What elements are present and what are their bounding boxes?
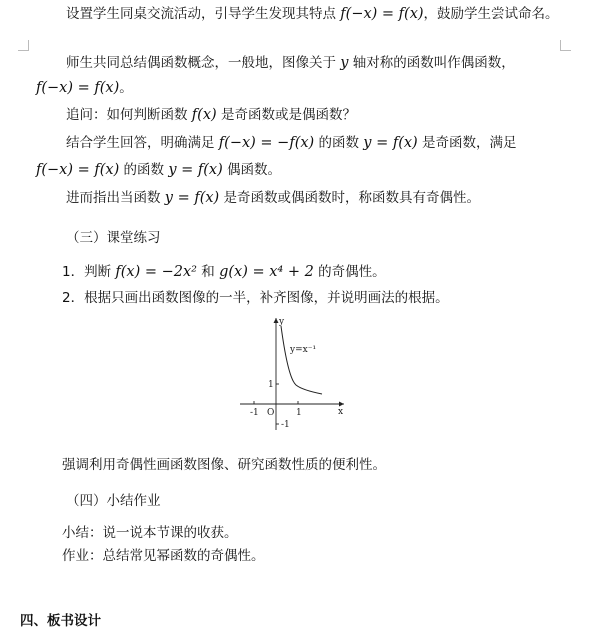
formula: f(−x) = −f(x) — [218, 135, 315, 151]
paragraph-even-definition — [66, 53, 515, 73]
paragraph-even-definition-cont — [36, 78, 133, 98]
exercise-item-1 — [62, 262, 386, 282]
paragraph-odd-rule-cont — [36, 160, 281, 180]
text-segment: 和 — [196, 264, 220, 280]
formula: f(−x) = f(x) — [36, 80, 120, 96]
section-heading-exercises: （三）课堂练习 — [66, 230, 161, 246]
text-segment: ，鼓励学生尝试命名。 — [423, 6, 559, 22]
paragraph-parity — [66, 188, 480, 208]
page-corner-mark-right — [560, 40, 571, 51]
y-axis-arrow — [274, 318, 279, 323]
curve — [281, 326, 322, 394]
function-graph — [238, 314, 348, 434]
y-tick-label: -1 — [281, 420, 290, 430]
curve-label: y=x⁻¹ — [290, 345, 317, 355]
formula: y — [340, 55, 349, 71]
formula: f(−x) = f(x) — [36, 162, 120, 178]
text-segment: 2．根据只画出函数图像的一半，补齐图像，并说明画法的根据。 — [62, 290, 449, 306]
text-segment: 追问：如何判断函数 — [66, 107, 192, 123]
formula: f(x) = −2x² — [115, 264, 197, 280]
text-segment: 结合学生回答，明确满足 — [66, 135, 219, 151]
text-segment: 的函数 — [119, 162, 169, 178]
paragraph-emphasis: 强调利用奇偶性画函数图像、研究函数性质的便利性。 — [62, 457, 386, 473]
text-segment: 轴对称的函数叫作偶函数， — [348, 55, 515, 71]
section-heading-summary: （四）小结作业 — [66, 493, 161, 509]
x-axis-arrow — [339, 402, 344, 407]
origin-label: O — [267, 408, 275, 418]
text-segment: 进而指出当函数 — [66, 190, 165, 206]
y-tick-label: 1 — [268, 380, 274, 390]
text-segment: 师生共同总结偶函数概念，一般地，图像关于 — [66, 55, 341, 71]
formula: f(x) — [191, 107, 217, 123]
text-segment: 的函数 — [314, 135, 364, 151]
text-segment: 。 — [119, 80, 133, 96]
text-segment: 是奇函数或是偶函数？ — [216, 107, 356, 123]
formula: y = f(x) — [363, 135, 418, 151]
text-segment: 设置学生同桌交流活动，引导学生发现其特点 — [66, 6, 341, 22]
formula: y = f(x) — [168, 162, 223, 178]
page-corner-mark-left — [18, 40, 29, 51]
summary-text: 小结：说一说本节课的收获。 — [62, 525, 238, 541]
text-segment: 的奇偶性。 — [313, 264, 386, 280]
paragraph-question — [66, 105, 356, 125]
y-axis-label: y — [279, 317, 285, 327]
text-segment: 偶函数。 — [222, 162, 282, 178]
next-section-heading: 四、板书设计 — [20, 613, 101, 629]
formula: y = f(x) — [164, 190, 220, 206]
formula: g(x) = x⁴ + 2 — [219, 264, 314, 280]
x-tick-label: 1 — [296, 408, 302, 418]
x-axis-label: x — [338, 407, 344, 417]
x-tick-label: -1 — [250, 408, 259, 418]
paragraph-activity — [66, 4, 559, 24]
formula: f(−x) = f(x) — [340, 6, 424, 22]
exercise-item-2 — [62, 288, 449, 308]
text-segment: 是奇函数或偶函数时，称函数具有奇偶性。 — [219, 190, 481, 206]
text-segment: 1．判断 — [62, 264, 116, 280]
text-segment: 是奇函数，满足 — [417, 135, 517, 151]
paragraph-odd-rule — [66, 133, 517, 153]
homework-text: 作业：总结常见幂函数的奇偶性。 — [62, 548, 265, 564]
